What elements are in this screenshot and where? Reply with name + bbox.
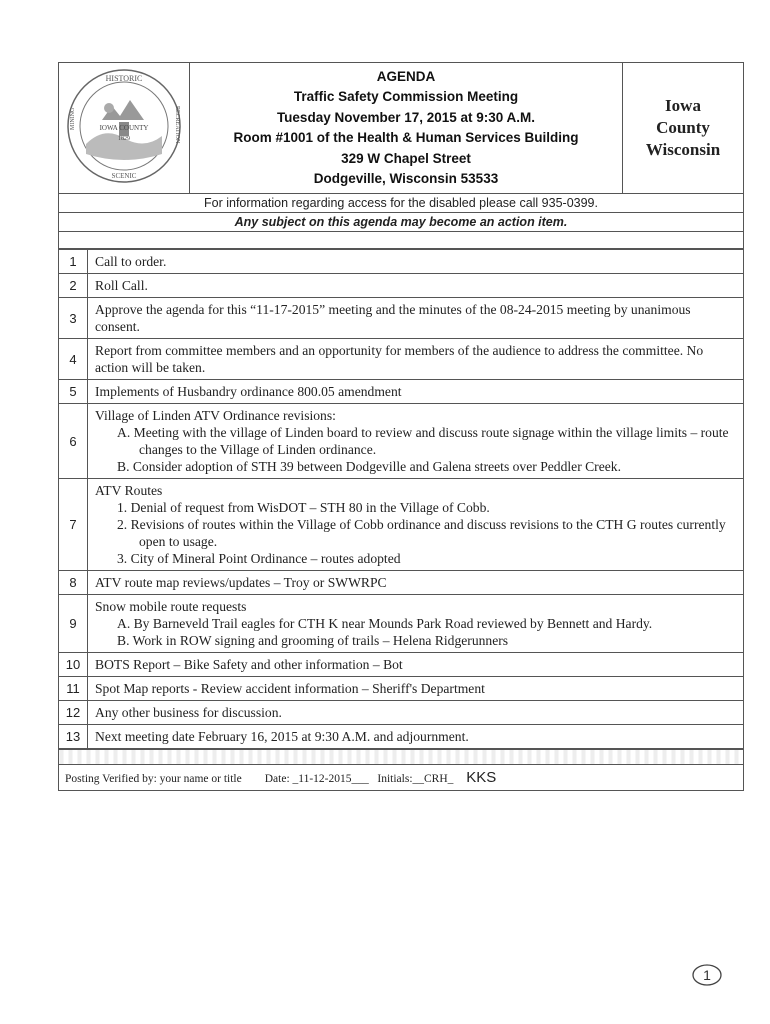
agenda-item-text xyxy=(88,595,744,653)
agenda-item-row xyxy=(59,653,744,677)
meeting-name: Traffic Safety Commission Meeting xyxy=(293,89,519,104)
agenda-item-text xyxy=(88,404,744,479)
county-line-1: Iowa xyxy=(665,96,701,115)
agenda-item-title: BOTS Report – Bike Safety and other information – Bot xyxy=(95,657,403,672)
agenda-item-row xyxy=(59,250,744,274)
seal-text-middle: IOWA COUNTY xyxy=(99,123,149,132)
meeting-room: Room #1001 of the Health & Human Services Building xyxy=(233,130,579,145)
agenda-item-title: Any other business for discussion. xyxy=(95,705,282,720)
agenda-subitem: 3. City of Mineral Point Ordinance – routes adopted xyxy=(117,551,401,566)
agenda-subitem: B. Consider adoption of STH 39 between Dodgeville and Galena streets over Peddler Creek. xyxy=(117,459,621,474)
header-row xyxy=(59,63,744,194)
seal-icon xyxy=(64,66,184,186)
seal-text-right: RECREATION xyxy=(174,105,180,143)
agenda-item-number: 11 xyxy=(59,677,88,701)
agenda-item-row xyxy=(59,339,744,380)
agenda-item-row xyxy=(59,404,744,479)
agenda-item-number: 5 xyxy=(59,380,88,404)
meeting-city: Dodgeville, Wisconsin 53533 xyxy=(313,171,499,186)
agenda-subitem: 1. Denial of request from WisDOT – STH 80 in the Village of Cobb. xyxy=(117,500,490,515)
agenda-subitem: 2. Revisions of routes within the Village of Cobb ordinance and discuss revisions to the CTH G routes currently open to usage. xyxy=(117,517,726,549)
agenda-item-row xyxy=(59,725,744,749)
agenda-item-title: Report from committee members and an opportunity for members of the audience to address the committee. No action will be taken. xyxy=(95,343,704,375)
county-seal xyxy=(59,63,190,194)
agenda-item-title: Approve the agenda for this “11-17-2015” meeting and the minutes of the 08-24-2015 meeting by unanimous consent. xyxy=(95,302,691,334)
agenda-item-number: 13 xyxy=(59,725,88,749)
agenda-item-row xyxy=(59,479,744,571)
agenda-item-text xyxy=(88,725,744,749)
posting-date: Date: _11-12-2015___ xyxy=(264,773,369,785)
seal-text-bottom: SCENIC xyxy=(111,171,137,180)
agenda-item-row xyxy=(59,701,744,725)
agenda-item-number: 10 xyxy=(59,653,88,677)
agenda-subitem: A. Meeting with the village of Linden board to review and discuss route signage within the village limits – route changes to the Village of Linden ordinance. xyxy=(117,425,729,457)
agenda-item-number: 8 xyxy=(59,571,88,595)
agenda-item-row xyxy=(59,274,744,298)
posting-initials: Initials:__CRH_ xyxy=(377,773,454,785)
agenda-heading: AGENDA xyxy=(376,68,436,84)
agenda-item-number: 6 xyxy=(59,404,88,479)
agenda-item-text xyxy=(88,701,744,725)
footer-table xyxy=(58,749,744,791)
agenda-item-title: Call to order. xyxy=(95,254,167,269)
agenda-table xyxy=(58,62,744,249)
agenda-item-number: 7 xyxy=(59,479,88,571)
agenda-item-text xyxy=(88,298,744,339)
agenda-subitem: A. By Barneveld Trail eagles for CTH K near Mounds Park Road reviewed by Bennett and Hardy. xyxy=(117,616,653,631)
agenda-item-title: Village of Linden ATV Ordinance revisions: xyxy=(95,408,336,423)
agenda-item-number: 3 xyxy=(59,298,88,339)
posting-verified: Posting Verified by: your name or title xyxy=(65,773,242,785)
county-name-block xyxy=(623,63,744,194)
meeting-title-block xyxy=(190,63,623,194)
seal-text-top: HISTORIC xyxy=(105,73,143,83)
agenda-item-text xyxy=(88,677,744,701)
page-number: 1 xyxy=(703,967,711,983)
meeting-street: 329 W Chapel Street xyxy=(341,150,471,166)
agenda-item-text xyxy=(88,274,744,298)
agenda-item-text xyxy=(88,380,744,404)
agenda-item-title: Next meeting date February 16, 2015 at 9:30 A.M. and adjournment. xyxy=(95,729,469,744)
faded-row xyxy=(59,750,744,765)
agenda-item-title: Spot Map reports - Review accident information – Sheriff's Department xyxy=(95,681,485,696)
agenda-document xyxy=(58,62,744,791)
agenda-item-row xyxy=(59,595,744,653)
agenda-item-text xyxy=(88,571,744,595)
agenda-item-text xyxy=(88,250,744,274)
agenda-item-text xyxy=(88,339,744,380)
agenda-item-text xyxy=(88,653,744,677)
action-item-notice: Any subject on this agenda may become an action item. xyxy=(59,213,744,232)
agenda-item-row xyxy=(59,677,744,701)
agenda-subitem: B. Work in ROW signing and grooming of trails – Helena Ridgerunners xyxy=(117,633,509,648)
seal-text-left: MINING xyxy=(70,107,76,130)
county-line-2: County xyxy=(656,118,710,137)
handwritten-initials: KKS xyxy=(466,769,497,786)
agenda-item-row xyxy=(59,571,744,595)
agenda-item-title: Snow mobile route requests xyxy=(95,599,247,614)
agenda-item-title: ATV route map reviews/updates – Troy or SWWRPC xyxy=(95,575,387,590)
agenda-item-number: 2 xyxy=(59,274,88,298)
meeting-datetime: Tuesday November 17, 2015 at 9:30 A.M. xyxy=(276,109,536,125)
agenda-item-number: 12 xyxy=(59,701,88,725)
accessibility-info: For information regarding access for the disabled please call 935-0399. xyxy=(59,194,744,213)
blank-row xyxy=(59,232,744,249)
agenda-item-row xyxy=(59,298,744,339)
agenda-item-row xyxy=(59,380,744,404)
agenda-item-title: Roll Call. xyxy=(95,278,148,293)
agenda-item-number: 9 xyxy=(59,595,88,653)
county-line-3: Wisconsin xyxy=(645,140,721,159)
agenda-item-title: ATV Routes xyxy=(95,483,163,498)
posting-footer xyxy=(59,765,744,791)
agenda-item-text xyxy=(88,479,744,571)
page-number-mark xyxy=(690,962,724,988)
agenda-item-title: Implements of Husbandry ordinance 800.05 amendment xyxy=(95,384,402,399)
seal-text-year: 1829 xyxy=(118,135,130,142)
agenda-item-number: 1 xyxy=(59,250,88,274)
agenda-item-number: 4 xyxy=(59,339,88,380)
agenda-items-table xyxy=(58,249,744,749)
